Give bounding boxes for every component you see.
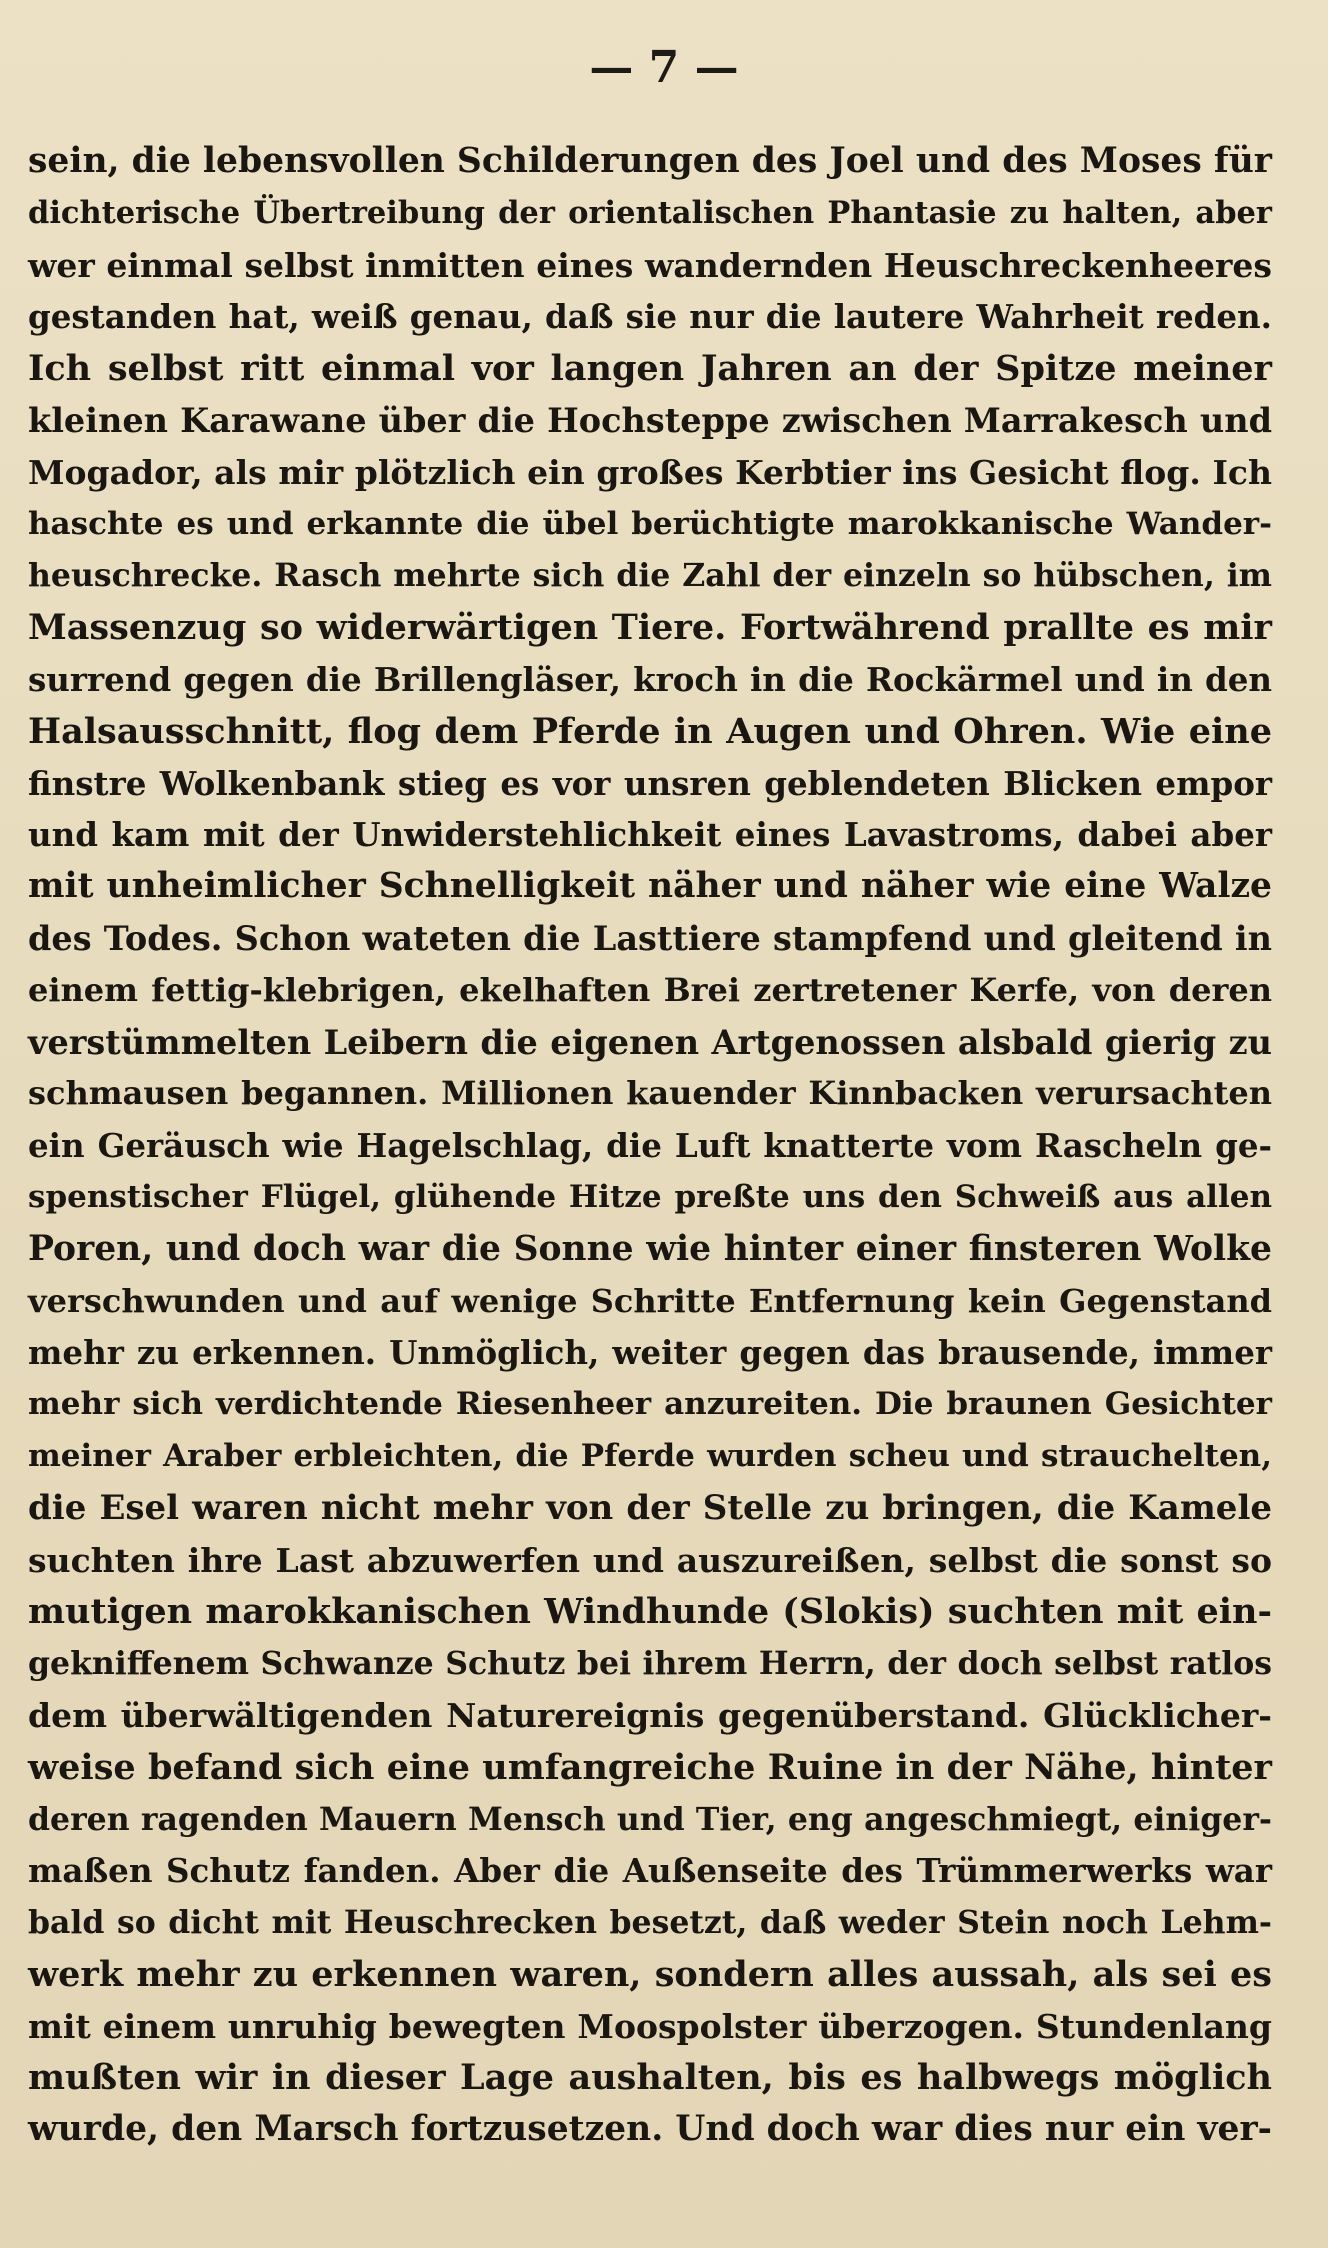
text-line: werk mehr zu erkennen waren, sondern alles aussah, als sei es <box>28 1953 1272 1995</box>
text-line: finstre Wolkenbank stieg es vor unsren geblendeten Blicken empor <box>28 763 1272 803</box>
text-line: deren ragenden Mauern Mensch und Tier, eng angeschmiegt, einiger- <box>28 1800 1272 1838</box>
text-line: maßen Schutz fanden. Aber die Außenseite des Trümmerwerks war <box>28 1851 1272 1891</box>
text-line: die Esel waren nicht mehr von der Stelle zu bringen, die Kamele <box>28 1487 1272 1528</box>
text-line: Halsausschnitt, flog dem Pferde in Augen und Ohren. Wie eine <box>28 710 1272 752</box>
text-line: bald so dicht mit Heuschrecken besetzt, daß weder Stein noch Lehm- <box>28 1904 1272 1942</box>
text-line: spenstischer Flügel, glühende Hitze preßte uns den Schweiß aus allen <box>28 1178 1272 1215</box>
text-line: Poren, und doch war die Sonne wie hinter einer finsteren Wolke <box>28 1228 1272 1269</box>
text-line: mit einem unruhig bewegten Moospolster überzogen. Stundenlang <box>28 2006 1272 2046</box>
text-line: haschte es und erkannte die übel berüchtigte marokkanische Wander- <box>28 505 1272 542</box>
text-line: wurde, den Marsch fortzusetzen. Und doch war dies nur ein ver- <box>28 2109 1272 2150</box>
text-line: mit unheimlicher Schnelligkeit näher und näher wie eine Walze <box>28 866 1272 907</box>
text-line: wer einmal selbst inmitten eines wandernden Heuschreckenheeres <box>28 245 1272 285</box>
text-line: meiner Araber erbleichten, die Pferde wurden scheu und strauchelten, <box>28 1437 1272 1474</box>
text-line: gestanden hat, weiß genau, daß sie nur die lautere Wahrheit reden. <box>28 297 1272 337</box>
text-line: einem fettig-klebrigen, ekelhaften Brei zertretener Kerfe, von deren <box>28 970 1272 1009</box>
text-line: weise befand sich eine umfangreiche Ruine in der Nähe, hinter <box>28 1746 1272 1788</box>
text-line: mußten wir in dieser Lage aushalten, bis es halbwegs möglich <box>28 2057 1272 2099</box>
text-line: des Todes. Schon wateten die Lasttiere stampfend und gleitend in <box>28 918 1272 958</box>
text-line: gekniffenem Schwanze Schutz bei ihrem Herrn, der doch selbst ratlos <box>28 1645 1272 1683</box>
body-text <box>28 136 1272 2156</box>
text-line: heuschrecke. Rasch mehrte sich die Zahl der einzeln so hübschen, im <box>28 557 1272 595</box>
text-line: ein Geräusch wie Hagelschlag, die Luft knatterte vom Rascheln ge- <box>28 1126 1272 1166</box>
text-line: verstümmelten Leibern die eigenen Artgenossen alsbald gierig zu <box>28 1022 1272 1062</box>
page-number: — 7 — <box>589 42 739 93</box>
text-line: dichterische Übertreibung der orientalischen Phantasie zu halten, aber <box>28 194 1272 231</box>
text-line: surrend gegen die Brillengläser, kroch in die Rockärmel und in den <box>28 659 1272 699</box>
text-line: Mogador, als mir plötzlich ein großes Kerbtier ins Gesicht flog. Ich <box>28 452 1272 492</box>
text-line: Massenzug so widerwärtigen Tiere. Fortwährend prallte es mir <box>28 607 1272 649</box>
text-line: schmausen begannen. Millionen kauender Kinnbacken verursachten <box>28 1074 1272 1113</box>
text-line: suchten ihre Last abzuwerfen und auszureißen, selbst die sonst so <box>28 1540 1272 1580</box>
text-line: kleinen Karawane über die Hochsteppe zwischen Marrakesch und <box>28 400 1272 440</box>
text-line: mutigen marokkanischen Windhunde (Slokis) suchten mit ein- <box>28 1591 1272 1633</box>
text-line: mehr zu erkennen. Unmöglich, weiter gegen das brausende, immer <box>28 1333 1272 1373</box>
text-line: mehr sich verdichtende Riesenheer anzureiten. Die braunen Gesichter <box>28 1386 1272 1423</box>
text-line: verschwunden und auf wenige Schritte Entfernung kein Gegenstand <box>28 1281 1272 1320</box>
text-line: Ich selbst ritt einmal vor langen Jahren an der Spitze meiner <box>28 348 1272 390</box>
text-line: und kam mit der Unwiderstehlichkeit eines Lavastroms, dabei aber <box>28 815 1272 855</box>
text-line: dem überwältigenden Naturereignis gegenüberstand. Glücklicher- <box>28 1695 1272 1735</box>
text-line: sein, die lebensvollen Schilderungen des Joel und des Moses für <box>28 141 1272 181</box>
